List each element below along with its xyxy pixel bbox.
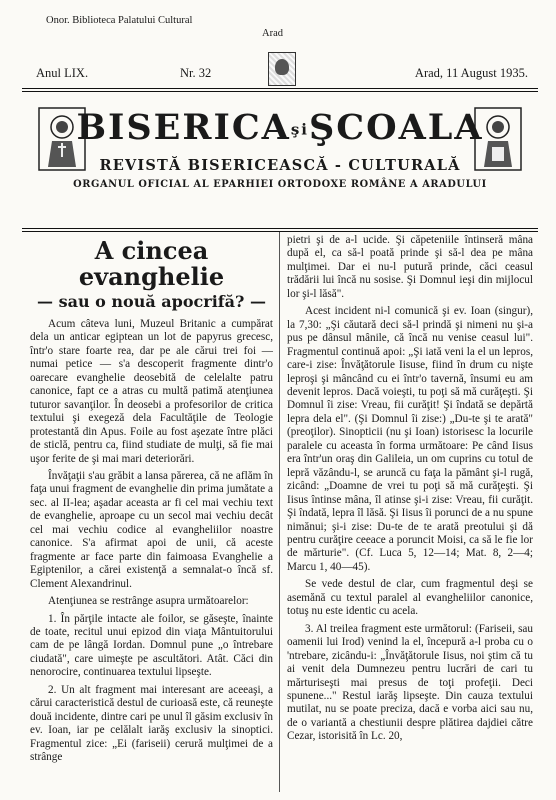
stamp-line-1: Onor. Biblioteca Palatului Cultural — [46, 15, 193, 26]
article-title: A cincea evanghelie — [78, 236, 225, 291]
stamp-line-2: Arad — [262, 28, 283, 39]
column-separator — [279, 232, 280, 792]
left-column — [30, 234, 273, 765]
masthead — [22, 99, 538, 228]
divider — [22, 228, 538, 229]
paragraph: Atenţiunea se restrânge asupra următoarelor: — [48, 595, 249, 608]
issue-year: Anul LIX. — [36, 66, 89, 80]
article-subtitle: — sau o nouă apocrifă? — — [37, 292, 266, 311]
paragraph: pietri şi de a-l ucide. Şi căpeteniile întinseră mâna după el, ca să-l poată prinde şi să-l dea pe mâna mulţimei. Dar ei nu-l putură prinde, căci ceasul trădării lui încă nu sosise. Şi Domnul ieşi din mijlocul lor şi-l lăsă". — [287, 234, 533, 300]
journal-title: BISERICAşiŞCOALA — [76, 107, 484, 148]
library-stamp — [46, 14, 283, 40]
right-column — [287, 234, 533, 744]
divider — [22, 88, 538, 89]
journal-organ-line: ORGANUL OFICIAL AL EPARHIEI ORTODOXE ROMÂNE A ARADULUI — [73, 179, 487, 190]
paragraph: Învăţaţii s'au grăbit a lansa părerea, că ne aflăm în faţa unui fragment de evanghelie din prima jumătate a sec. al II-lea; aşadar aceasta ar fi cel mai vechiu text de evanghelie, aproape cu un secol mai vechiu decât cel mai vechiu codice al evangheliilor noastre canonice. S'a afirmat apoi de unii, că aceste fragmente ar face parte din faimoasa Evanghelie a Egiptenilor, a cărei existenţă a semnalat-o încă sf. Clement Alexandrinul. — [30, 469, 273, 590]
issue-header — [30, 66, 532, 84]
divider — [22, 91, 538, 92]
issue-date: Arad, 11 August 1935. — [414, 66, 528, 80]
journal-subtitle: REVISTĂ BISERICEASCĂ - CULTURALĂ — [99, 157, 461, 174]
issue-number: Nr. 32 — [180, 66, 212, 80]
paragraph: 3. Al treilea fragment este următorul: (Fariseii, sau oamenii lui Irod) venind la el, începură a-l proba cu o 'ntrebare, zicându-i: „Învăţătorule Iisus, noi ştim că tu ai venit dela Dumnezeu pentru lucrări de cari tu mărturiseşti mai presus de toţi profeţii. Deci spunene..." Restul iarăş lipseşte. Din cauza textului mutilat, nu se poate preciza, dacă e vorba aici sau nu, de o variantă a chestiunii despre plătirea dajdiei către Cezar, istorisită în Lc. 20, — [287, 622, 533, 743]
paragraph: 1. În părţile intacte ale foilor, se găseşte, înainte de toate, recitul unui epizod din viaţa Mântuitorului cam de pe lângă Iordan. Domnul pune „o întrebare ciudată", care uimeşte pe ascultători. Atât. Căci din nenorocire, continuarea textului lipseşte. — [30, 612, 273, 679]
paragraph: Se vede destul de clar, cum fragmentul deşi se asemănă cu textul paralel al evangheliilor canonice, totuş nu este identic cu acela. — [287, 578, 533, 618]
paragraph: Acest incident ni-l comunică şi ev. Ioan (singur), la 7,30: „Şi căutară deci să-l prindă şi nimeni nu şi-a pus pe dânsul mânile, că încă nu venise ceasul lui". Fragmentul continuă apoi: „Şi iată veni la el un lepros, care-i zise: Învăţătorule Iisuse, fiind în drum cu nişte leproşi şi mâncând cu ei într'o tavernă, însumi eu am devenit lepros. Dacă voieşti, tu poţi să mă curăţeşti. Şi Domnul îi zise: Vreau, fii curăţit! Şi îndată se depărtă lepra dela el". (Şi Domnul îi zise:) „Du-te şi te arată" (preoţilor). Sinopticii (nu şi Ioan) istorisesc la locurile paralele cu aceasta în forma următoare: Pe când Iisus era într'un oraş din Galileia, un om cuprins cu totul de lepră văzându-l, se aruncă cu faţa la pământ şi-l rugă, zicând: „Doamne de vrei tu poţi să mă curăţeşti. Şi Iisus întinse mâna, îl atinse şi-i zise: Vreau, fii curăţit. Şi îndată, lepra îl lăsă. Şi Iisus îi porunci de a nu spune nimănui; şi-i zise: Du-te de te arată preotului şi dă pentru curăţire ceeace a poruncit Moisi, ca să le fie lor de mărturie". (Cf. Luca 5, 12—14; Mat. 8, 2—4; Marcu 1, 40—45). — [287, 305, 533, 573]
paragraph: Acum câteva luni, Muzeul Britanic a cumpărat dela un anticar egiptean un lot de papyrus grecesc, într'o stare foarte rea, dar pe ale cărui trei foi — numai petice — s'a descoperit fragmente dintr'o oarecare evanghelie deosebită de celelalte patru canonice, fapt ce a atras cu multă patimă atenţiunea tuturor savanţilor. În deosebi a profesorilor de critica textului şi exegeză dela Facultăţile de Teologie protestantă din Apus. Foile au fost aşezate între plăci de sticlă, pentru ca, fiind studiate de mulţi, să fie mai uşor ferite de şi mai mari deteriorări. — [30, 318, 273, 465]
paragraph: 2. Un alt fragment mai interesant are aceeaşi, a cărui caracteristică destul de curioasă este, că reuneşte două incidente, dintre cari pe unul îl găsim exclusiv în ev. Ioan, iar pe celălalt iarăş exclusiv la sinoptici. Fragmentul zice: „Ei (fariseii) cerură mulţimei de a strânge — [30, 683, 273, 764]
divider — [22, 231, 538, 232]
